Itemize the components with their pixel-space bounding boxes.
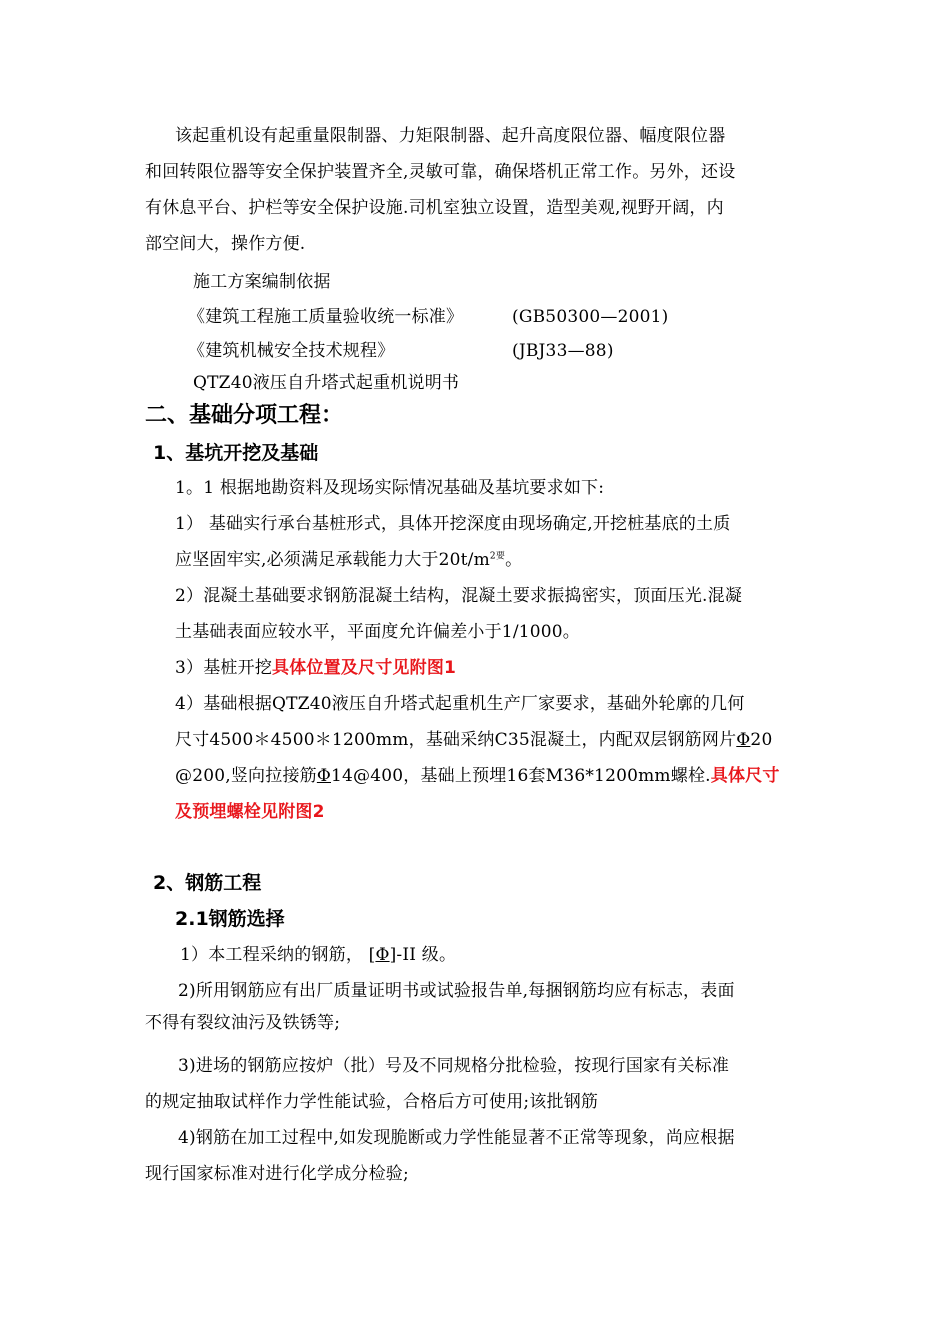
item-4-highlight: 具体尺寸: [710, 766, 780, 786]
rebar-item-1-text: 1）本工程采纳的钢筋， [: [180, 945, 376, 965]
subsection-1-title: 1、基坑开挖及基础: [153, 442, 319, 464]
item-1-line-2-text: 应坚固牢实,必须满足承载能力大于20t/m: [175, 550, 490, 570]
basis-ref-2-code: (JBJ33—88): [512, 341, 614, 361]
item-4-line-1: 4）基础根据QTZ40液压自升塔式起重机生产厂家要求，基础外轮廓的几何: [175, 694, 745, 714]
rebar-symbol: Φ: [736, 730, 751, 750]
rebar-item-2-line-2: 不得有裂纹油污及铁锈等;: [145, 1013, 341, 1033]
item-4-line-3: [175, 765, 780, 787]
item-4-line-2-text: 尺寸4500＊4500＊1200mm，基础采纳C35混凝土，内配双层钢筋网片: [175, 730, 737, 750]
rebar-item-3-line-2: 的规定抽取试样作力学性能试验，合格后方可使用;该批钢筋: [145, 1092, 599, 1112]
rebar-item-3-line-1: 3)进场的钢筋应按炉（批）号及不同规格分批检验，按现行国家有关标准: [178, 1056, 730, 1076]
item-4-line-3-text: @200,竖向拉接筋: [175, 766, 317, 786]
item-3-text: 3）基桩开挖: [175, 658, 273, 678]
basis-ref-2-name: 《建筑机械安全技术规程》: [188, 341, 395, 361]
item-4-line-4-highlight: 及预埋螺栓见附图2: [175, 802, 325, 822]
item-1-1: 1。1 根据地勘资料及现场实际情况基础及基坑要求如下:: [175, 478, 605, 498]
item-2-line-1: 2）混凝土基础要求钢筋混凝土结构，混凝土要求振捣密实，顶面压光.混凝: [175, 586, 743, 606]
item-4-line-2: [175, 729, 772, 751]
item-3: [175, 657, 456, 679]
intro-line-4: 部空间大，操作方便.: [145, 234, 306, 254]
item-2-line-2: 土基础表面应较水平，平面度允许偏差小于1/1000。: [175, 622, 581, 642]
subsection-2-title: 2、钢筋工程: [153, 872, 262, 894]
basis-title: 施工方案编制依据: [193, 272, 331, 292]
intro-line-3: 有休息平台、护栏等安全保护设施.司机室独立设置，造型美观,视野开阔，内: [145, 198, 724, 218]
item-1-line-1: 1） 基础实行承台基桩形式，具体开挖深度由现场确定,开挖桩基底的土质: [175, 514, 731, 534]
rebar-symbol: Φ: [375, 945, 390, 965]
basis-ref-3: QTZ40液压自升塔式起重机说明书: [193, 373, 460, 393]
rebar-item-2-line-1: 2)所用钢筋应有出厂质量证明书或试验报告单,每捆钢筋均应有标志，表面: [178, 981, 735, 1001]
item-1-line-2-end: 。: [505, 550, 523, 570]
basis-ref-1-code: (GB50300—2001): [512, 307, 669, 327]
intro-line-1: 该起重机设有起重量限制器、力矩限制器、起升高度限位器、幅度限位器: [175, 126, 726, 146]
rebar-item-1-end: ]-II 级。: [389, 945, 457, 965]
section-2-title: 二、基础分项工程：: [145, 403, 344, 428]
subsection-2-1-title: 2.1钢筋选择: [175, 908, 285, 930]
item-4-line-3-mid: 14@400，基础上预埋16套M36*1200mm螺栓.: [331, 766, 711, 786]
item-4-line-2-end: 20: [750, 730, 773, 750]
rebar-symbol: Φ: [316, 766, 331, 786]
rebar-item-4-line-1: 4)钢筋在加工过程中,如发现脆断或力学性能显著不正常等现象，尚应根据: [178, 1128, 735, 1148]
rebar-item-1: [180, 944, 456, 966]
rebar-item-4-line-2: 现行国家标准对进行化学成分检验;: [145, 1164, 409, 1184]
item-1-line-2: [175, 549, 522, 571]
item-3-highlight: 具体位置及尺寸见附图1: [272, 658, 457, 678]
unit-superscript: 2要: [489, 551, 506, 562]
intro-line-2: 和回转限位器等安全保护装置齐全,灵敏可靠，确保塔机正常工作。另外，还设: [145, 162, 736, 182]
basis-ref-1-name: 《建筑工程施工质量验收统一标准》: [188, 307, 464, 327]
